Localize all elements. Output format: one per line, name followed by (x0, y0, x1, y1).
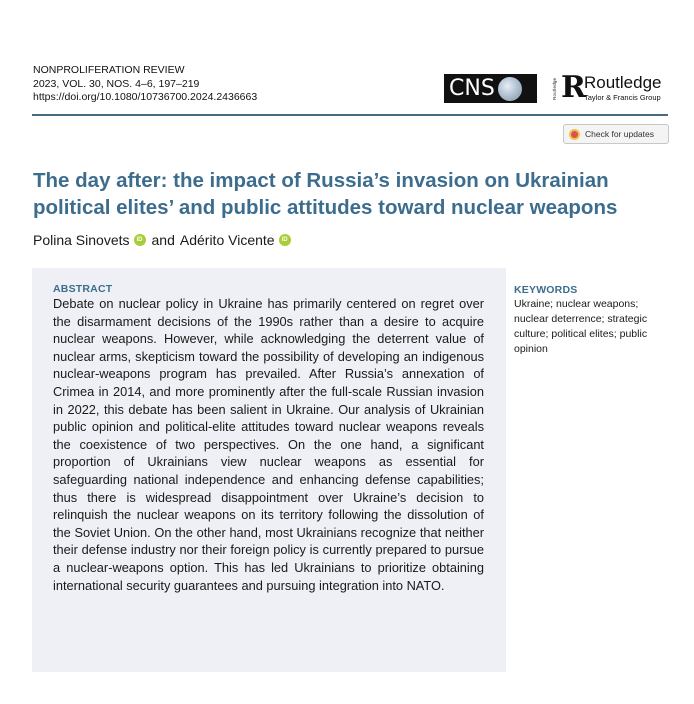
check-updates-button[interactable] (563, 124, 669, 144)
author-list (33, 230, 297, 250)
cns-logo-text: CNS (449, 76, 495, 101)
routledge-name: Routledge (584, 73, 662, 92)
orcid-icon[interactable]: iD (279, 234, 291, 246)
author-joiner: and (151, 232, 175, 248)
journal-name: NONPROLIFERATION REVIEW (33, 64, 185, 76)
abstract-text: Debate on nuclear policy in Ukraine has primarily centered on regret over the disarmament decisions of the 1990s rather than a desire to acquire nuclear weapons. However, while acknowledging the deterrent value of nuclear arms, skepticism toward the possibility of developing an indigenous nuclear-weapons program has prevailed. After Russia’s annexation of Crimea in 2014, and more prominently after the full-scale Russian invasion in 2022, this debate has been salient in Ukraine. Our analysis of Ukrainian public opinion and political-elite attitudes toward nuclear weapons reveals the coexistence of two perspectives. On the one hand, a significant proportion of Ukrainians view nuclear weapons as essential for safeguarding national independence and enhancing defense capabilities; thus there is widespread disappointment over Ukraine’s decision to relinquish the nuclear weapons on its territory following the dissolution of the Soviet Union. On the other hand, most Ukrainians recognize that neither their defense industry nor their foreign policy is currently prepared to pursue a nuclear-weapons option. This has led Ukrainians to prioritize obtaining international security guarantees and pursuing integration into NATO. (53, 296, 484, 593)
check-updates-label: Check for updates (585, 129, 654, 139)
header-divider (32, 114, 668, 116)
globe-icon (498, 77, 522, 101)
journal-doi-link[interactable]: https://doi.org/10.1080/10736700.2024.2436663 (33, 91, 258, 103)
routledge-r-icon: R (561, 70, 586, 105)
journal-issue: 2023, VOL. 30, NOS. 4–6, 197–219 (33, 77, 200, 90)
author-name[interactable]: Polina Sinovets (33, 232, 130, 248)
routledge-side-text: Routledge (552, 77, 557, 101)
journal-meta (33, 64, 257, 105)
orcid-icon[interactable]: iD (134, 234, 146, 246)
routledge-subtitle: Taylor & Francis Group (584, 93, 661, 102)
cns-logo (444, 74, 537, 103)
check-updates-icon (569, 129, 580, 140)
keywords-list: Ukraine; nuclear weapons; nuclear deterrence; strategic culture; political elites; public opinion (514, 298, 648, 355)
abstract-box (32, 268, 506, 672)
author-name[interactable]: Adérito Vicente (179, 232, 275, 248)
abstract-heading: ABSTRACT (53, 283, 113, 295)
keywords-heading: KEYWORDS (514, 284, 578, 296)
article-title: The day after: the impact of Russia’s invasion on Ukrainian political elites’ and public attitudes toward nuclear weapons (33, 169, 618, 219)
routledge-logo (552, 72, 672, 106)
